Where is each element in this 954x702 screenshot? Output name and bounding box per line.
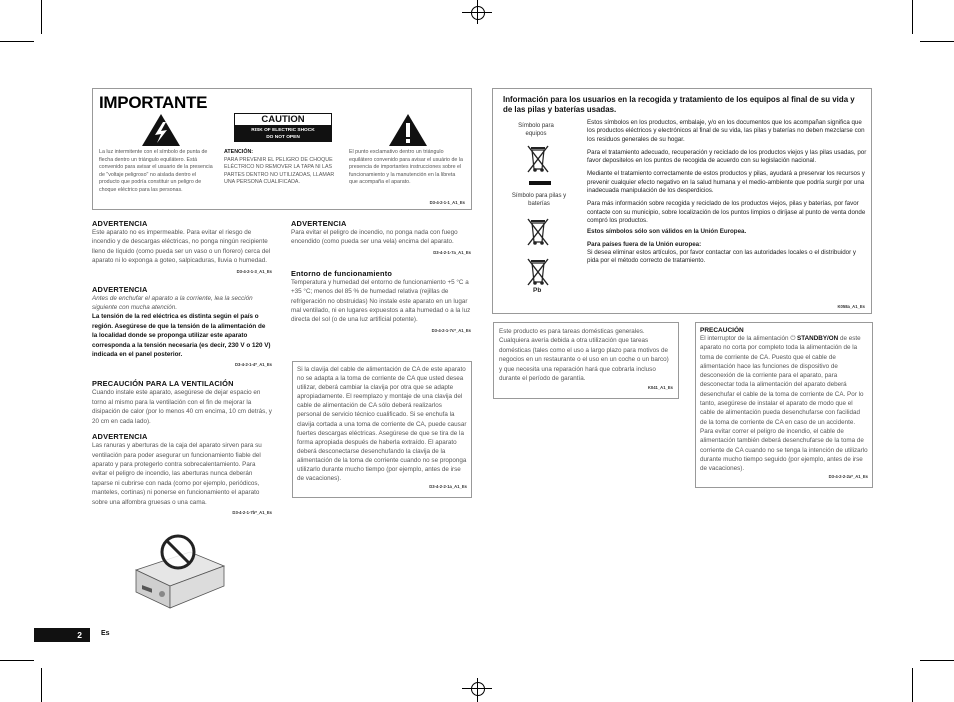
advertencia-heading: ADVERTENCIA: [92, 432, 148, 442]
plug-warning-text: Si la clavija del cable de alimentación de CA de este aparato no se adapta a la toma de corriente de CA que usted desea utilizar, deberá cambiar la clavija por otra que se adapte apropiadamente. El reemplazo y montaje de una clavija del cable de alimentación de CA sólo deberá realizarlos personal de servicio técnico cualificado. Si se enchufa la clavija cortada a una toma de corriente de CA, puede causar fuertes descargas eléctricas. Asegúrese de que se tira de la forma apropiada después de haberla extraído. El aparato deberá desconectarse desenchufando la clavija de la alimentación de la toma de corriente cuando no se proponga utilizarlo durante mucho tiempo (por ejemplo, antes de irse de vacaciones).: [297, 366, 467, 483]
ventilacion-text: Cuando instale este aparato, asegúrese de dejar espacio en torno al mismo para la ventilación con el fin de mejorar la disipación de calor (por lo menos 40 cm encima, 10 cm detrás, y 20 cm en cada lado).: [92, 389, 272, 425]
domestic-use-text: Este producto es para tareas domésticas generales. Cualquiera avería debida a otra utilización que tareas domésticas (tales como el uso a largo plazo para motivos de negocios en un restaurante o el uso en un coche o un barco) y que necesita una reparación hará que cobrarla incluso durante el período de garantía.: [499, 328, 669, 383]
atencion-text: PARA PREVENIR EL PELIGRO DE CHOQUE ELÉCTRICO NO REMOVER LA TAPA NI LAS PARTES DENTRO NO UTILIZADAS, LLAMAR UNA PERSONA CUALIFICADA.: [224, 156, 335, 186]
section-code: D3-4-2-1-7a_A1_Es: [433, 249, 471, 255]
page-number-tab: [34, 628, 90, 642]
advertencia-heading: ADVERTENCIA: [92, 219, 148, 228]
precaucion-heading: PRECAUCIÓN: [700, 327, 744, 334]
entorno-heading: Entorno de funcionamiento: [291, 268, 393, 278]
ventilacion-heading: PRECAUCIÓN PARA LA VENTILACIÓN: [92, 379, 234, 389]
importante-code: D3-4-2-1-1_A1_Es: [429, 200, 465, 205]
weee-paragraph: Para más información sobre recogida y reciclado de los productos viejos, pilas y baterías, por favor contacte con su municipio, sobre localización de los puntos limpios o diríjase al punto de venta donde compró los productos.: [587, 200, 866, 224]
advertencia-voltage-text: La tensión de la red eléctrica es distinta según el país o región. Asegúrese de que la tensión de la alimentación de la localidad donde se proponga utilizar este aparato corresponda a la tensión necesaria (es decir, 230 V o 120 V) indicada en el panel posterior.: [92, 313, 271, 359]
caution-subtitle-2: DO NOT OPEN: [266, 135, 300, 140]
standby-label: STANDBY/ON: [797, 335, 839, 342]
weee-paragraph: Si desea eliminar estos artículos, por favor contactar con las autoridades locales o el distribuidor y pida por el método correcto de tratamiento.: [587, 248, 856, 265]
section-code: D3-4-2-1-3_A1_Es: [236, 268, 272, 274]
crop-mark: [912, 668, 913, 702]
advertencia-fire-text: Para evitar el peligro de incendio, no ponga nada con fuego encendido (como pueda ser una vela) encima del aparato.: [291, 229, 458, 246]
column-1: [92, 219, 272, 515]
weee-non-eu-heading: Para países fuera de la Unión europea:: [587, 240, 702, 248]
advertencia-voltage-intro: Antes de enchufar el aparato a la corriente, lea la sección siguiente con mucha atención.: [92, 294, 253, 312]
section-code: D3-4-2-2-2a*_A1_Es: [828, 474, 868, 480]
section-code: K058a_A1_Es: [837, 304, 865, 309]
domestic-use-box: [493, 322, 679, 399]
crop-mark: [920, 41, 954, 42]
weee-paragraph: Mediante el tratamiento correctamente de estos productos y pilas, ayudará a preservar los recursos y prevenir cualquier efecto negativo en la salud humana y el medio-ambiente que podría surgir por una inadecuada manipulación de los desperdicios.: [587, 170, 865, 195]
symbol-equipos-label: Símbolo para equipos: [518, 123, 554, 137]
weee-heading: Información para los usuarios en la recogida y tratamiento de los equipos al final de su vida y de las pilas y baterías usadas.: [503, 95, 855, 114]
crop-mark: [920, 660, 954, 661]
importante-box: [92, 88, 472, 210]
crop-mark: [0, 660, 34, 661]
weee-paragraph: Para el tratamiento adecuado, recuperación y reciclado de los productos viejos y las pilas usadas, por favor depositelos en los puntos de recogida de acuerdo con su legislación nacional.: [587, 148, 867, 165]
advertencia-water-text: Este aparato no es impermeable. Para evitar el riesgo de incendio y de descargas eléctricas, no ponga ningún recipiente lleno de líquido (como pueda ser un vaso o un florero) cerca del aparato ni lo exponga a goteo, salpicaduras, lluvia o humedad.: [92, 229, 271, 265]
weee-info-box: [492, 88, 872, 314]
precaucion-text: El interruptor de la alimentación ⏻ STANDBY/ON de este aparato no corta por completo toda la alimentación de la toma de corriente de CA. Puesto que el cable de alimentación hace las funciones de dispositivo de desconexión de la corriente para el aparato, para desconectar toda la alimentación del aparato deberá desenchufar el cable de la toma de corriente de CA. Por lo tanto, asegúrese de instalar el aparato de modo que el cable de alimentación pueda desenchufarse con facilidad de la toma de corriente de CA en caso de un accidente. Para evitar correr el peligro de incendio, el cable de alimentación también deberá desenchufarse de la toma de corriente de CA cuando no se tenga la intención de utilizarlo durante mucho tiempo seguido (por ejemplo, antes de irse de vacaciones).: [700, 335, 868, 473]
weee-paragraph: Estos símbolos en los productos, embalaje, y/o en los documentos que los acompañan significa que los productos eléctricos y electrónicos al final de su vida, las pilas y baterías no deben mezclarse con los residuos generales de su hogar.: [587, 119, 865, 143]
section-code: D3-4-2-1-4*_A1_Es: [234, 362, 272, 368]
section-code: D3-4-2-1-7c*_A1_Es: [431, 327, 471, 333]
crossed-bin-icon: [527, 216, 549, 248]
section-code: K041_A1_Es: [647, 385, 673, 391]
advertencia-openings-text: Las ranuras y aberturas de la caja del aparato sirven para su ventilación para poder asegurar un funcionamiento fiable del aparato y para protegerlo contra sobrecalentamiento. Para evitar el peligro de incendio, las aberturas nunca deberán taparse ni cubrirse con nada (como por ejemplo, periódicos, manteles, cortinas) ni ponerse en funcionamiento el aparato sobre una alfombra gruesas o una cama.: [92, 442, 262, 506]
exclamation-description: El punto exclamativo dentro un triángulo equilátero convenido para avisar el usuário de la presencia de importantes instrucciones sobre el funcionamiento y la manutención en la libreta que acompaña el aparato.: [349, 149, 463, 186]
section-code: D3-4-2-1-7b*_A1_Es: [232, 509, 272, 515]
advertencia-heading: ADVERTENCIA: [92, 284, 148, 294]
atencion-block: [224, 149, 340, 187]
crop-mark: [0, 41, 34, 42]
exclamation-warning-icon: [388, 113, 428, 147]
importante-title: IMPORTANTE: [99, 93, 208, 112]
crossed-bin-icon: [527, 143, 549, 175]
page-number: 2: [77, 630, 82, 640]
caution-label: [234, 113, 332, 142]
crop-mark: [912, 0, 913, 34]
lightning-description: La luz intermitente con el símbolo de punta de flecha dentro un triángulo equilátero. Está convenido para avisar el usuario de la presencia de "voltaje peligroso" no aislada dentro el producto que podría constituir un peligro de choque eléctrico para las personas.: [99, 149, 213, 193]
registration-mark: [471, 6, 485, 20]
bin-underbar: [529, 181, 551, 185]
plug-warning-box: [292, 361, 472, 498]
crop-mark: [41, 668, 42, 702]
power-icon: ⏻: [790, 335, 796, 342]
caution-subtitle-1: RISK OF ELECTRIC SHOCK: [251, 128, 315, 133]
lightning-warning-icon: [141, 113, 181, 147]
receiver-prohibited-illustration: [128, 530, 228, 610]
caution-title: CAUTION: [234, 113, 332, 126]
pb-label: Pb: [533, 287, 542, 294]
weee-eu-note: Estos símbolos sólo son válidos en la Unión Europea.: [587, 228, 747, 236]
entorno-text: Temperatura y humedad del entorno de funcionamiento +5 °C a +35 °C; menos del 85 % de humedad relativa (rejillas de refrigeración no obstruidas) No instale este aparato en un lugar mal ventilado, ni en lugares expuestos a alta humedad o a la luz directa del sol (o de una luz artificial potente).: [291, 278, 471, 324]
crossed-bin-icon: [527, 256, 549, 288]
column-2: [291, 219, 471, 333]
registration-mark: [471, 682, 485, 696]
precaucion-box: [695, 322, 873, 488]
section-code: D3-4-2-2-1a_A1_Es: [429, 484, 467, 490]
language-label: Es: [101, 630, 110, 637]
weee-paragraphs: [587, 119, 867, 265]
symbol-pilas-label: Símbolo para pilas y baterías: [511, 193, 567, 207]
atencion-heading: ATENCIÓN:: [224, 149, 254, 155]
advertencia-heading: ADVERTENCIA: [291, 219, 347, 228]
crop-mark: [41, 0, 42, 34]
